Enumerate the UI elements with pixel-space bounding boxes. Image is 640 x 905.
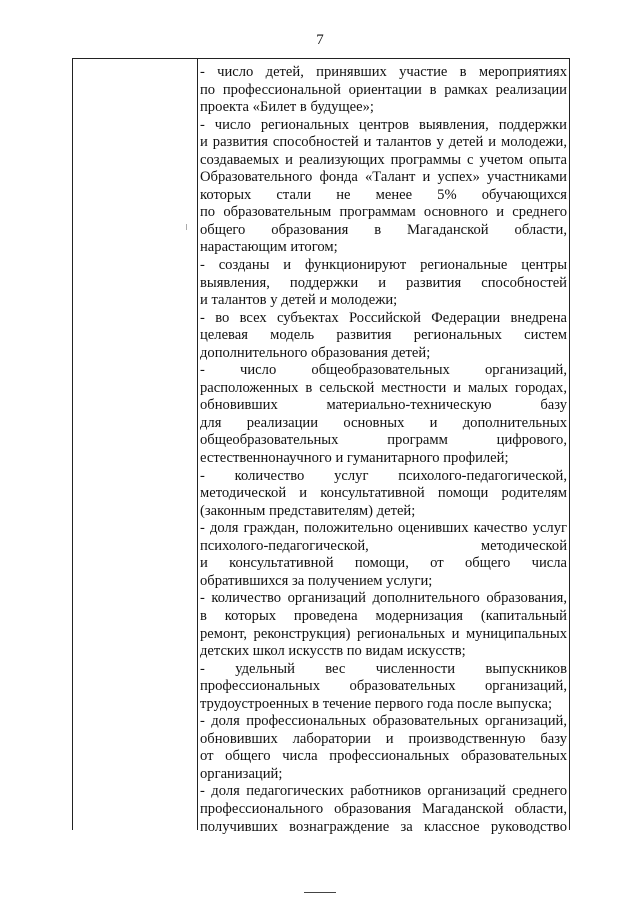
text-line: проекта «Билет в будущее»; (200, 99, 374, 116)
page-number: 7 (316, 32, 324, 48)
indicator-item (200, 520, 567, 590)
text-line: - число детей, принявших участие в мероприятиях (200, 64, 567, 80)
text-line: - доля педагогических работников организаций среднего (200, 783, 567, 800)
text-line: - число региональных центров выявления, поддержки (200, 116, 567, 133)
indicator-item (200, 310, 567, 363)
text-line: профессиональных образовательных организаций, (200, 678, 567, 695)
text-line: в которых проведена модернизация (капитальный (200, 607, 567, 624)
text-line: обновивших лаборатории и производственную базу (200, 730, 567, 747)
scan-mark (186, 224, 187, 230)
indicator-item (200, 117, 567, 257)
text-line: - созданы и функционируют региональные центры (200, 257, 567, 274)
text-line: и талантов у детей и молодежи; (200, 292, 398, 309)
indicator-item (200, 661, 567, 714)
text-line: получивших вознаграждение за классное руководство (200, 818, 567, 835)
text-line: - доля профессиональных образовательных организаций, (200, 713, 567, 730)
text-line: детских школ искусств по видам искусств; (200, 643, 466, 660)
text-line: расположенных в сельской местности и малых городах, (200, 379, 567, 396)
text-line: - число общеобразовательных организаций, (200, 362, 567, 379)
text-line: психолого-педагогической, методической (200, 537, 567, 554)
text-line: для реализации основных и дополнительных (200, 414, 567, 431)
indicator-item (200, 257, 567, 310)
scan-mark (304, 892, 336, 893)
text-line: и консультативной помощи, от общего числа (200, 555, 567, 572)
text-line: от общего числа профессиональных образовательных (200, 748, 567, 765)
indicator-item (200, 64, 567, 117)
text-line: общеобразовательных программ цифрового, (200, 432, 567, 449)
text-line: обратившихся за получением услуги; (200, 572, 433, 589)
text-line: - во всех субъектах Российской Федерации внедрена (200, 309, 567, 326)
text-line: профессионального образования Магаданской области, (200, 800, 567, 817)
text-line: - доля граждан, положительно оценивших качество услуг (200, 520, 567, 537)
indicator-item (200, 783, 567, 836)
indicator-item (200, 590, 567, 660)
text-line: организаций; (200, 765, 283, 782)
text-line: методической и консультативной помощи родителям (200, 485, 567, 502)
indicator-item (200, 468, 567, 521)
text-line: целевая модель развития региональных систем (200, 327, 567, 344)
indicator-item (200, 713, 567, 783)
text-line: нарастающим итогом; (200, 239, 338, 256)
text-line: (законным представителям) детей; (200, 502, 416, 519)
column-divider (197, 59, 198, 830)
text-line: создаваемых и реализующих программы с учетом опыта (200, 151, 567, 168)
text-line: ремонт, реконструкция) региональных и муниципальных (200, 625, 567, 642)
text-line: которых стали не менее 5% обучающихся (200, 186, 567, 203)
text-line: по профессиональной ориентации в рамках реализации (200, 81, 567, 98)
indicator-item (200, 362, 567, 467)
text-line: по образовательным программам основного и среднего (200, 204, 567, 221)
text-line: дополнительного образования детей; (200, 344, 431, 361)
text-line: выявления, поддержки и развития способностей (200, 274, 567, 291)
text-line: общего образования в Магаданской области, (200, 221, 567, 238)
text-line: и развития способностей и талантов у детей и молодежи, (200, 134, 567, 151)
text-line: трудоустроенных в течение первого года после выпуска; (200, 695, 553, 712)
text-line: - количество организаций дополнительного образования, (200, 590, 567, 607)
text-line: естественнонаучного и гуманитарного профилей; (200, 450, 509, 467)
text-line: - количество услуг психолого-педагогической, (200, 467, 567, 484)
document-table (72, 58, 570, 835)
text-line: обновивших материально-техническую базу (200, 397, 567, 414)
text-line: Образовательного фонда «Талант и успех» участниками (200, 169, 567, 186)
indicator-list-cell (200, 64, 567, 836)
text-line: - удельный вес численности выпускников (200, 660, 567, 677)
